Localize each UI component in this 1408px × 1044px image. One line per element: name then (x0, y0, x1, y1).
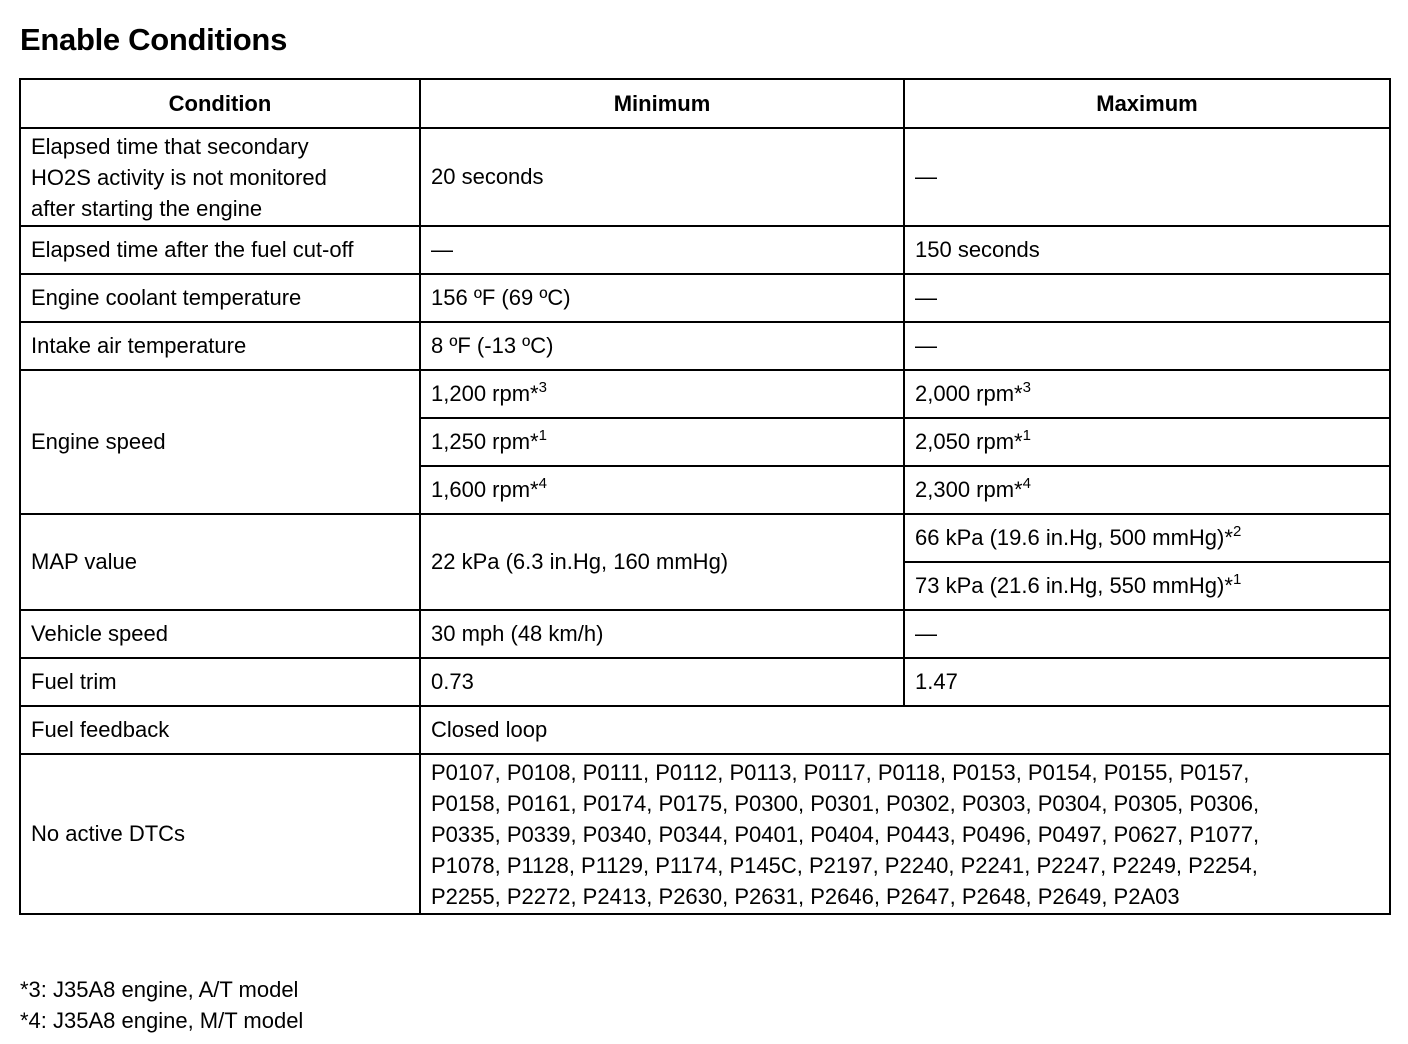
footnote-ref: 4 (1022, 474, 1031, 492)
maximum-cell (904, 514, 1390, 562)
condition-cell: Fuel feedback (20, 706, 420, 754)
table-row (20, 322, 1390, 370)
dtc-line: P0335, P0339, P0340, P0344, P0401, P0404, P0443, P0496, P0497, P0627, P1077, (431, 821, 1260, 847)
value-text: 1,250 rpm* (431, 429, 539, 454)
footnote: *3: J35A8 engine, A/T model (20, 977, 299, 1002)
minimum-cell: 22 kPa (6.3 in.Hg, 160 mmHg) (420, 514, 904, 610)
condition-cell: Engine speed (20, 370, 420, 514)
enable-conditions-table (19, 78, 1391, 915)
condition-cell: Intake air temperature (20, 322, 420, 370)
maximum-cell (904, 418, 1390, 466)
value-text: 1,600 rpm* (431, 477, 539, 502)
condition-cell: MAP value (20, 514, 420, 610)
table-row (20, 514, 1390, 562)
condition-cell: No active DTCs (20, 754, 420, 914)
footnote-ref: 3 (1022, 378, 1031, 396)
value-text: 1,200 rpm* (431, 381, 539, 406)
dtc-line: P0158, P0161, P0174, P0175, P0300, P0301, P0302, P0303, P0304, P0305, P0306, (431, 790, 1260, 816)
table-row (20, 610, 1390, 658)
minimum-cell (420, 370, 904, 418)
footnote: *4: J35A8 engine, M/T model (20, 1008, 304, 1033)
table-row (20, 226, 1390, 274)
maximum-cell: — (904, 322, 1390, 370)
condition-line: after starting the engine (31, 195, 263, 221)
footnote-ref: 1 (1022, 426, 1031, 444)
table-row (20, 658, 1390, 706)
footnote-ref: 1 (538, 426, 547, 444)
dtc-line: P2255, P2272, P2413, P2630, P2631, P2646, P2647, P2648, P2649, P2A03 (431, 883, 1180, 909)
footnote-ref: 3 (538, 378, 547, 396)
dtc-list-cell (420, 754, 1390, 914)
minimum-cell: 0.73 (420, 658, 904, 706)
value-text: 2,000 rpm* (915, 381, 1023, 406)
dtc-line: P1078, P1128, P1129, P1174, P145C, P2197, P2240, P2241, P2247, P2249, P2254, (431, 852, 1258, 878)
maximum-cell (904, 466, 1390, 514)
table-row (20, 274, 1390, 322)
condition-cell: Vehicle speed (20, 610, 420, 658)
maximum-cell: — (904, 128, 1390, 226)
condition-line: Elapsed time that secondary (31, 133, 309, 159)
minimum-cell: 20 seconds (420, 128, 904, 226)
maximum-cell: — (904, 274, 1390, 322)
table-row (20, 370, 1390, 418)
header-condition: Condition (20, 79, 420, 128)
condition-cell: Engine coolant temperature (20, 274, 420, 322)
value-text: 2,050 rpm* (915, 429, 1023, 454)
minimum-cell: 156 ºF (69 ºC) (420, 274, 904, 322)
condition-cell (20, 128, 420, 226)
maximum-cell (904, 562, 1390, 610)
minimum-cell: 30 mph (48 km/h) (420, 610, 904, 658)
maximum-cell (904, 370, 1390, 418)
minimum-cell (420, 466, 904, 514)
value-text: 66 kPa (19.6 in.Hg, 500 mmHg)* (915, 525, 1233, 550)
footnote-ref: 1 (1232, 570, 1242, 588)
minimum-cell: 8 ºF (-13 ºC) (420, 322, 904, 370)
condition-line: HO2S activity is not monitored (31, 164, 327, 190)
maximum-cell: — (904, 610, 1390, 658)
footnote-ref: 2 (1232, 522, 1242, 540)
header-minimum: Minimum (420, 79, 904, 128)
minimum-cell (420, 418, 904, 466)
page-title: Enable Conditions (20, 22, 288, 57)
header-row (20, 79, 1390, 128)
footnotes (20, 974, 303, 1036)
table-row (20, 754, 1390, 914)
minimum-cell: — (420, 226, 904, 274)
header-maximum: Maximum (904, 79, 1390, 128)
value-text: 2,300 rpm* (915, 477, 1023, 502)
maximum-cell: 1.47 (904, 658, 1390, 706)
value-text: 73 kPa (21.6 in.Hg, 550 mmHg)* (915, 573, 1233, 598)
maximum-cell: 150 seconds (904, 226, 1390, 274)
condition-cell: Elapsed time after the fuel cut-off (20, 226, 420, 274)
value-cell: Closed loop (420, 706, 1390, 754)
table-row (20, 706, 1390, 754)
dtc-line: P0107, P0108, P0111, P0112, P0113, P0117, P0118, P0153, P0154, P0155, P0157, (431, 759, 1250, 785)
table-row (20, 128, 1390, 226)
footnote-ref: 4 (538, 474, 547, 492)
condition-cell: Fuel trim (20, 658, 420, 706)
